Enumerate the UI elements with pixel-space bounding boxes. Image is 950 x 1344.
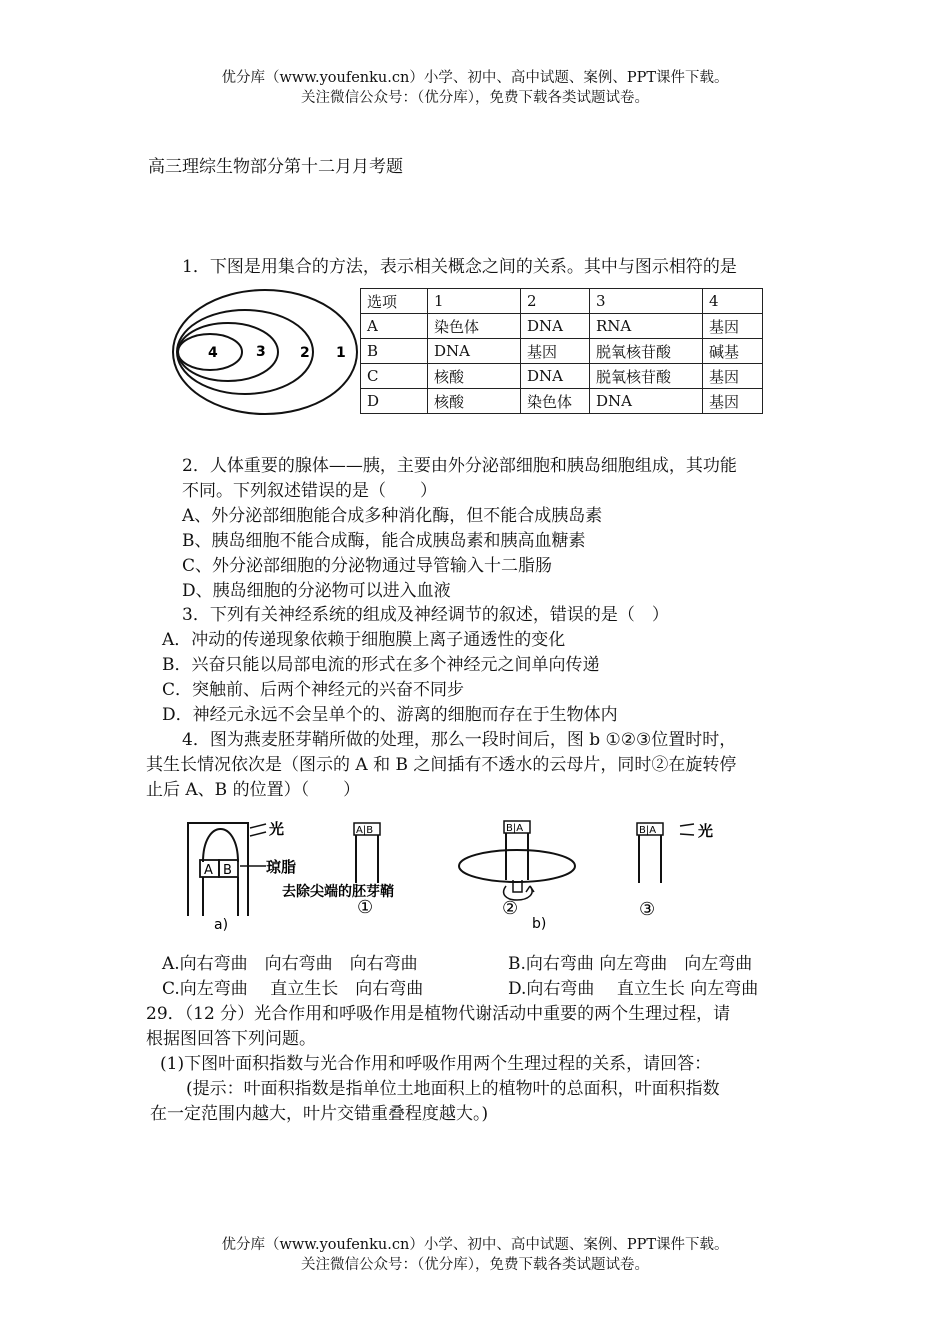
figure-2-number: ② — [502, 898, 519, 919]
table-cell: 基因 — [521, 339, 590, 364]
q2-option-c: C、外分泌部细胞的分泌物通过导管输入十二脂肠 — [182, 556, 553, 576]
table-header-cell: 4 — [703, 289, 763, 314]
agar-a-letter: A — [204, 863, 213, 878]
agar-label: 琼脂 — [266, 858, 297, 876]
table-cell: 核酸 — [428, 389, 521, 414]
table-row — [361, 389, 763, 414]
light-ray — [250, 824, 266, 828]
table-header-cell: 2 — [521, 289, 590, 314]
table-cell: 碱基 — [703, 339, 763, 364]
table-cell: RNA — [590, 314, 703, 339]
q2-stem-line-2: 不同。下列叙述错误的是（ ） — [182, 481, 437, 501]
table-header-cell: 1 — [428, 289, 521, 314]
table-row — [361, 364, 763, 389]
table-cell: C — [361, 364, 428, 389]
page-title: 高三理综生物部分第十二月月考题 — [148, 157, 403, 177]
agar-b-letter: B — [223, 863, 232, 878]
block-3-letters: B|A — [639, 825, 657, 836]
table-header-cell: 选项 — [361, 289, 428, 314]
table-cell: DNA — [590, 389, 703, 414]
q29-hint-line-1: (提示：叶面积指数是指单位土地面积上的植物叶的总面积，叶面积指数 — [186, 1079, 720, 1099]
set-label-4: 4 — [208, 345, 218, 361]
table-cell: B — [361, 339, 428, 364]
header-line-2: 关注微信公众号：（优分库），免费下载各类试题试卷。 — [301, 90, 649, 106]
table-cell: 基因 — [703, 364, 763, 389]
footer-line-1: 优分库（www.youfenku.cn）小学、初中、高中试题、案例、PPT课件下载。 — [221, 1237, 729, 1253]
block-1-letters: A|B — [356, 825, 374, 836]
q29-hint-line-2: 在一定范围内越大，叶片交错重叠程度越大。) — [150, 1104, 489, 1124]
set-label-1: 1 — [336, 345, 346, 361]
q29-stem-line-1: 29．（12 分）光合作用和呼吸作用是植物代谢活动中重要的两个生理过程，请 — [146, 1004, 731, 1024]
table-header-row — [361, 289, 763, 314]
q4-option-a: A.向右弯曲 向右弯曲 向右弯曲 — [162, 954, 418, 974]
table-cell: 脱氧核苷酸 — [590, 364, 703, 389]
q3-option-b: B．兴奋只能以局部电流的形式在多个神经元之间单向传递 — [162, 655, 600, 675]
q4-stem-line-1: 4．图为燕麦胚芽鞘所做的处理，那么一段时间后，图 b ①②③位置时时， — [182, 730, 737, 750]
q3-stem: 3．下列有关神经系统的组成及神经调节的叙述，错误的是（ ） — [182, 605, 669, 625]
figure-a-label: a) — [214, 917, 229, 933]
q2-option-d: D、胰岛细胞的分泌物可以进入血液 — [182, 581, 451, 601]
table-cell: DNA — [521, 364, 590, 389]
q4-stem-line-2: 其生长情况依次是（图示的 A 和 B 之间插有不透水的云母片，同时②在旋转停 — [146, 755, 737, 775]
set-label-2: 2 — [300, 345, 310, 361]
table-header-cell: 3 — [590, 289, 703, 314]
q2-stem-line-1: 2．人体重要的腺体——胰，主要由外分泌部细胞和胰岛细胞组成，其功能 — [182, 456, 737, 476]
q1-set-diagram — [170, 286, 360, 424]
light-label-a: 光 — [269, 820, 285, 838]
q3-option-d: D．神经元永远不会呈单个的、游离的细胞而存在于生物体内 — [162, 705, 618, 725]
block-2-letters: B|A — [506, 823, 524, 834]
q1-stem: 1．下图是用集合的方法，表示相关概念之间的关系。其中与图示相符的是 — [182, 257, 737, 277]
q1-options-table — [360, 288, 763, 414]
q4-option-b: B.向右弯曲 向左弯曲 向左弯曲 — [508, 954, 753, 974]
table-cell: A — [361, 314, 428, 339]
light-ray — [250, 832, 266, 836]
table-cell: DNA — [521, 314, 590, 339]
table-cell: D — [361, 389, 428, 414]
figure-b-label: b) — [532, 916, 547, 932]
figure-3-number: ③ — [639, 899, 656, 920]
table-row — [361, 339, 763, 364]
q4-option-c: C.向左弯曲 直立生长 向右弯曲 — [162, 979, 424, 999]
q3-option-c: C．突触前、后两个神经元的兴奋不同步 — [162, 680, 465, 700]
set-label-3: 3 — [256, 344, 266, 360]
table-cell: DNA — [428, 339, 521, 364]
table-cell: 脱氧核苷酸 — [590, 339, 703, 364]
q29-sub-question-1: (1)下图叶面积指数与光合作用和呼吸作用两个生理过程的关系，请回答： — [160, 1054, 712, 1074]
q2-option-b: B、胰岛细胞不能合成酶，能合成胰岛素和胰高血糖素 — [182, 531, 586, 551]
q2-option-a: A、外分泌部细胞能合成多种消化酶，但不能合成胰岛素 — [182, 506, 603, 526]
q3-option-a: A．冲动的传递现象依赖于细胞膜上离子通透性的变化 — [162, 630, 566, 650]
table-cell: 染色体 — [521, 389, 590, 414]
q4-option-d: D.向右弯曲 直立生长 向左弯曲 — [508, 979, 759, 999]
header-line-1: 优分库（www.youfenku.cn）小学、初中、高中试题、案例、PPT课件下载。 — [221, 70, 729, 86]
coleoptile-tip-arc — [203, 829, 238, 862]
set-ellipse-2 — [177, 310, 313, 394]
q4-coleoptile-figure — [170, 808, 750, 936]
table-cell: 基因 — [703, 389, 763, 414]
q29-stem-line-2: 根据图回答下列问题。 — [146, 1029, 316, 1049]
rotating-disc — [459, 850, 575, 882]
table-cell: 核酸 — [428, 364, 521, 389]
footer-line-2: 关注微信公众号：（优分库），免费下载各类试题试卷。 — [301, 1257, 649, 1273]
table-row — [361, 314, 763, 339]
figure-caption: 去除尖端的胚芽鞘 — [282, 884, 394, 900]
table-cell: 基因 — [703, 314, 763, 339]
figure-1-number: ① — [357, 897, 374, 918]
light-label-3: 光 — [698, 822, 714, 840]
q4-stem-line-3: 止后 A、B 的位置）（ ） — [146, 780, 361, 800]
table-cell: 染色体 — [428, 314, 521, 339]
